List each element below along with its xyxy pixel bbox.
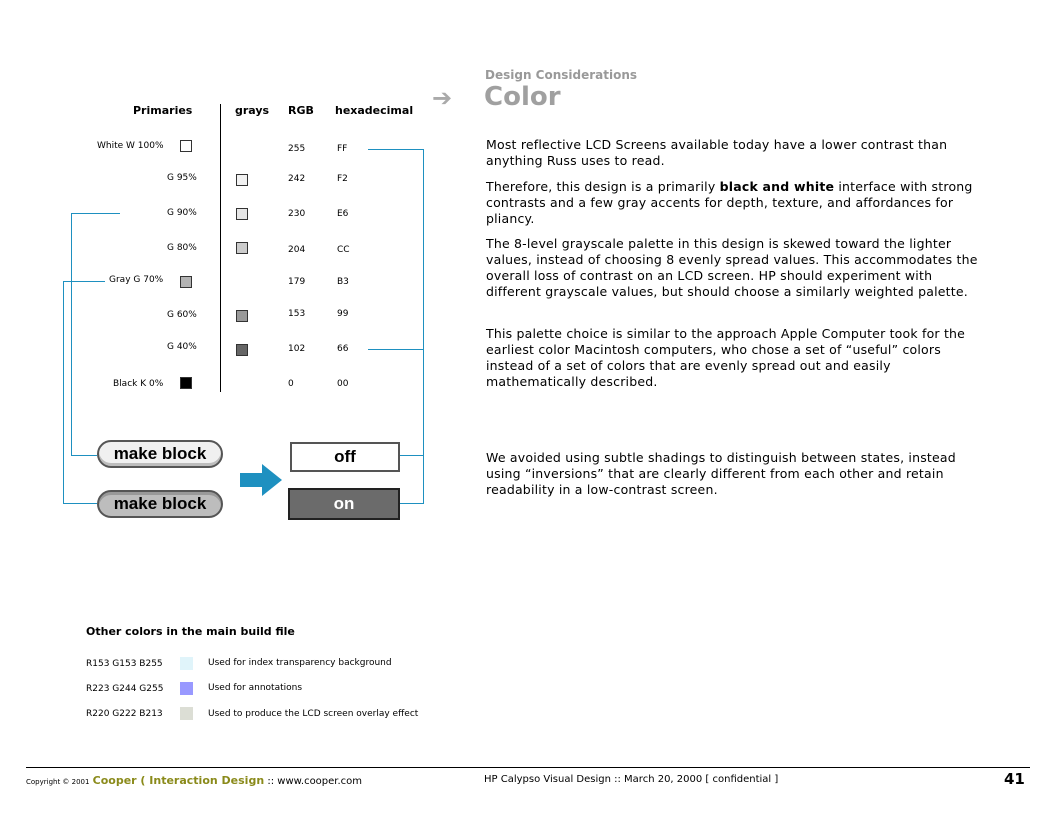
- connector-line: [71, 213, 72, 455]
- other-color-desc: Used for annotations: [208, 683, 303, 693]
- swatch-g60: [236, 310, 248, 322]
- col-header-primaries: Primaries: [133, 104, 193, 117]
- hex-value: 00: [337, 379, 349, 389]
- arrow-right-icon: [240, 464, 282, 496]
- col-header-grays: grays: [235, 104, 270, 117]
- make-block-button-normal[interactable]: make block: [97, 440, 223, 468]
- swatch-white: [180, 140, 192, 152]
- hex-value: F2: [337, 174, 348, 184]
- row-label-g95: G 95%: [167, 173, 197, 183]
- other-color-code: R153 G153 B255: [86, 659, 163, 669]
- row-label-g70: Gray G 70%: [109, 275, 164, 285]
- paragraph-2-bold: black and white: [719, 179, 835, 194]
- col-header-hex: hexadecimal: [335, 104, 414, 117]
- paragraph-2-text: Therefore, this design is a primarily: [486, 179, 720, 194]
- connector-line: [400, 503, 424, 504]
- hex-value: FF: [337, 144, 348, 154]
- other-color-swatch: [180, 657, 193, 670]
- other-color-desc: Used to produce the LCD screen overlay effect: [208, 709, 419, 719]
- hex-value: CC: [337, 245, 350, 255]
- connector-line: [63, 281, 105, 282]
- connector-line: [368, 349, 424, 350]
- table-divider: [220, 104, 221, 392]
- connector-line: [400, 455, 424, 456]
- paragraph-3: The 8-level grayscale palette in this design is skewed toward the lighter values, instead of choosing 8 evenly spread values. This accommodates the overall loss of contrast on an LCD screen. HP should experiment with different grayscale values, but should choose a similarly weighted palette.: [486, 236, 978, 299]
- hex-value: 99: [337, 309, 349, 319]
- connector-line: [368, 149, 424, 150]
- footer-rule: [26, 767, 1030, 768]
- other-colors-title: Other colors in the main build file: [86, 625, 295, 638]
- connector-line: [63, 503, 97, 504]
- swatch-g40: [236, 344, 248, 356]
- footer-left: [26, 774, 362, 787]
- footer-copyright: Copyright © 2001: [26, 778, 90, 786]
- section-kicker: Design Considerations: [485, 68, 638, 82]
- rgb-value: 179: [288, 277, 306, 287]
- paragraph-4: This palette choice is similar to the approach Apple Computer took for the earliest color Macintosh computers, who chose a set of “useful” colors instead of a set of colors that are evenly spread out and easily mathematically described.: [486, 326, 966, 389]
- connector-line: [423, 349, 424, 503]
- paragraph-2-text: interface with strong contrasts and a few gray accents for depth, texture, and affordances for pliancy.: [486, 179, 973, 226]
- other-color-desc: Used for index transparency background: [208, 658, 392, 668]
- row-label-white: White W 100%: [97, 141, 164, 151]
- other-color-code: R220 G222 B213: [86, 709, 163, 719]
- rgb-value: 242: [288, 174, 306, 184]
- row-label-g90: G 90%: [167, 208, 197, 218]
- other-color-swatch: [180, 707, 193, 720]
- paragraph-5: We avoided using subtle shadings to distinguish between states, instead using “inversions” that are clearly different from each other and retain readability in a low-contrast screen.: [486, 450, 956, 497]
- paragraph-1: Most reflective LCD Screens available today have a lower contrast than anything Russ uses to read.: [486, 137, 948, 168]
- swatch-g90: [236, 208, 248, 220]
- make-block-button-pressed[interactable]: make block: [97, 490, 223, 518]
- footer-brand: Cooper ( Interaction Design: [92, 774, 265, 787]
- col-header-rgb: RGB: [288, 104, 314, 117]
- rgb-value: 153: [288, 309, 306, 319]
- rgb-value: 230: [288, 209, 306, 219]
- hex-value: B3: [337, 277, 349, 287]
- paragraph-2: [486, 179, 986, 227]
- connector-line: [71, 213, 120, 214]
- other-color-code: R223 G244 G255: [86, 684, 164, 694]
- page-number: 41: [1004, 770, 1025, 788]
- page-title: Color: [484, 82, 561, 112]
- connector-line: [71, 455, 97, 456]
- swatch-g70: [180, 276, 192, 288]
- footer-site: :: www.cooper.com: [264, 776, 363, 787]
- off-state-button[interactable]: off: [290, 442, 400, 472]
- swatch-g95: [236, 174, 248, 186]
- row-label-black: Black K 0%: [113, 379, 164, 389]
- rgb-value: 204: [288, 245, 306, 255]
- arrow-right-icon: ➔: [432, 84, 453, 112]
- footer-center: HP Calypso Visual Design :: March 20, 2000 [ confidential ]: [484, 774, 779, 785]
- swatch-black: [180, 377, 192, 389]
- row-label-g40: G 40%: [167, 342, 197, 352]
- rgb-value: 0: [288, 379, 294, 389]
- connector-line: [63, 281, 64, 503]
- rgb-value: 102: [288, 344, 306, 354]
- other-color-swatch: [180, 682, 193, 695]
- hex-value: 66: [337, 344, 349, 354]
- row-label-g80: G 80%: [167, 243, 197, 253]
- rgb-value: 255: [288, 144, 306, 154]
- swatch-g80: [236, 242, 248, 254]
- on-state-button[interactable]: on: [288, 488, 400, 520]
- row-label-g60: G 60%: [167, 310, 197, 320]
- hex-value: E6: [337, 209, 349, 219]
